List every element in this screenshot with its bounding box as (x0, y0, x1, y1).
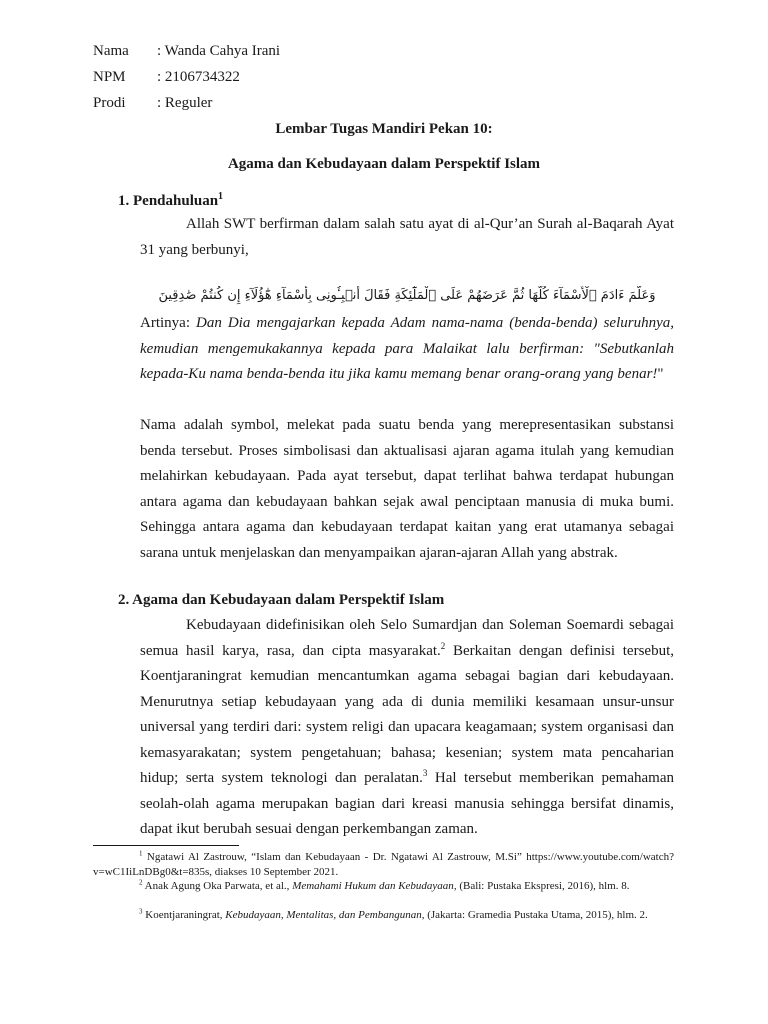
meta-value-prodi: : Reguler (157, 95, 213, 111)
footnote-2-title: Memahami Hukum dan Kebudayaan (292, 880, 454, 892)
arabic-verse: وَعَلَّمَ ءَادَمَ ٱلْأَسْمَآءَ كُلَّهَا ثُمَّ عَرَضَهُمْ عَلَى ٱلْمَلَٰٓئِكَةِ فَقَالَ أَنۢبِـُٔونِى بِأَسْمَآءِ هَٰٓؤُلَآءِ إِن كُنتُمْ صَٰدِقِينَ (158, 288, 656, 303)
translation-text: Dan Dia mengajarkan kepada Adam nama-nama (benda-benda) seluruhnya, kemudian mengemukakannya kepada para Malaikat lalu berfirman: "Sebutkanlah kepada-Ku nama benda-benda itu jika kamu memang benar orang-orang yang benar! (140, 315, 674, 382)
footnote-2-number: 2 (139, 878, 143, 887)
section-2-text-1: Kebudayaan didefinisikan oleh Selo Sumardjan dan Soleman Soemardi sebagai semua hasil karya, rasa, dan cipta masyarakat. (140, 617, 674, 659)
document-subtitle: Agama dan Kebudayaan dalam Perspektif Islam (227, 156, 541, 172)
section-1-heading-text: 1. Pendahuluan (118, 193, 219, 209)
verse-translation (140, 311, 674, 388)
footnote-ref-1[interactable]: 1 (218, 191, 224, 202)
footnote-3-text-b: , (Jakarta: Gramedia Pustaka Utama, 2015), hlm. 2. (421, 909, 648, 921)
meta-value-nama: : Wanda Cahya Irani (157, 43, 281, 59)
section-2-text-3: Hal tersebut memberikan pemahaman seolah-olah agama merupakan bagian dari kreasi manusia sehingga bersifat dinamis, dapat ikut berubah sesuai dengan perkembangan zaman. (140, 770, 674, 837)
footnote-separator (93, 845, 239, 846)
footnote-ref-3[interactable]: 3 (422, 768, 428, 778)
footnote-1-number: 1 (139, 849, 143, 858)
section-2-text-2: Berkaitan dengan definisi tersebut, Koentjaraningrat kemudian mencantumkan agama sebagai bagian dari kebudayaan. Menurutnya setiap kebudayaan yang ada di dunia memiliki kesamaan unsur-unsur universal yang terdiri dari: system religi dan upacara keagamaan; system organisasi dan kemasyarakatan; system pengetahuan; bahasa; kesenian; system mata pencaharian hidup; serta system teknologi dan peralatan. (140, 642, 674, 786)
footnote-2 (93, 879, 674, 894)
translation-label: Artinya: (140, 315, 196, 331)
translation-end: " (657, 366, 664, 382)
meta-label-prodi: Prodi (93, 95, 126, 111)
meta-label-npm: NPM (93, 69, 126, 85)
footnote-2-text-a: Anak Agung Oka Parwata, et al., (142, 880, 293, 892)
section-2-heading: 2. Agama dan Kebudayaan dalam Perspektif Islam (118, 592, 445, 608)
meta-label-nama: Nama (93, 43, 129, 59)
footnote-2-text-b: , (Bali: Pustaka Ekspresi, 2016), hlm. 8. (453, 880, 630, 892)
section-2-body (140, 613, 674, 843)
footnote-ref-2[interactable]: 2 (440, 640, 446, 651)
section-1-heading (118, 188, 223, 210)
footnote-1 (93, 850, 674, 879)
footnote-1-text: Ngatawi Al Zastrouw, “Islam dan Kebudayaan - Dr. Ngatawi Al Zastrouw, M.Si” https://www.youtube.com/watch?v=wC1IiLnDBg0&t=835s, diakses 10 September 2021. (93, 851, 674, 878)
document-title: Lembar Tugas Mandiri Pekan 10: (275, 121, 493, 137)
footnote-3-text-a: Koentjaraningrat, (142, 909, 226, 921)
footnote-3-title: Kebudayaan, Mentalitas, dan Pembangunan (225, 909, 422, 921)
footnote-3-number: 3 (139, 907, 143, 916)
meta-value-npm: : 2106734322 (157, 69, 240, 85)
section-1-intro: Allah SWT berfirman dalam salah satu ayat di al-Qur’an Surah al-Baqarah Ayat 31 yang berbunyi, (140, 216, 674, 258)
footnote-3 (93, 908, 674, 923)
section-1-body: Nama adalah symbol, melekat pada suatu benda yang merepresentasikan substansi benda tersebut. Proses simbolisasi dan aktualisasi ajaran agama itulah yang kemudian melahirkan kebudayaan. Pada ayat tersebut, dapat terlihat bahwa terdapat hubungan antara agama dan kebudayaan bahkan sejak awal penciptaan manusia di muka bumi. Sehingga antara agama dan kebudayaan terdapat kaitan yang erat utamanya sebagai sarana untuk menjelaskan dan menyampaikan ajaran-ajaran Allah yang abstrak. (140, 417, 674, 561)
